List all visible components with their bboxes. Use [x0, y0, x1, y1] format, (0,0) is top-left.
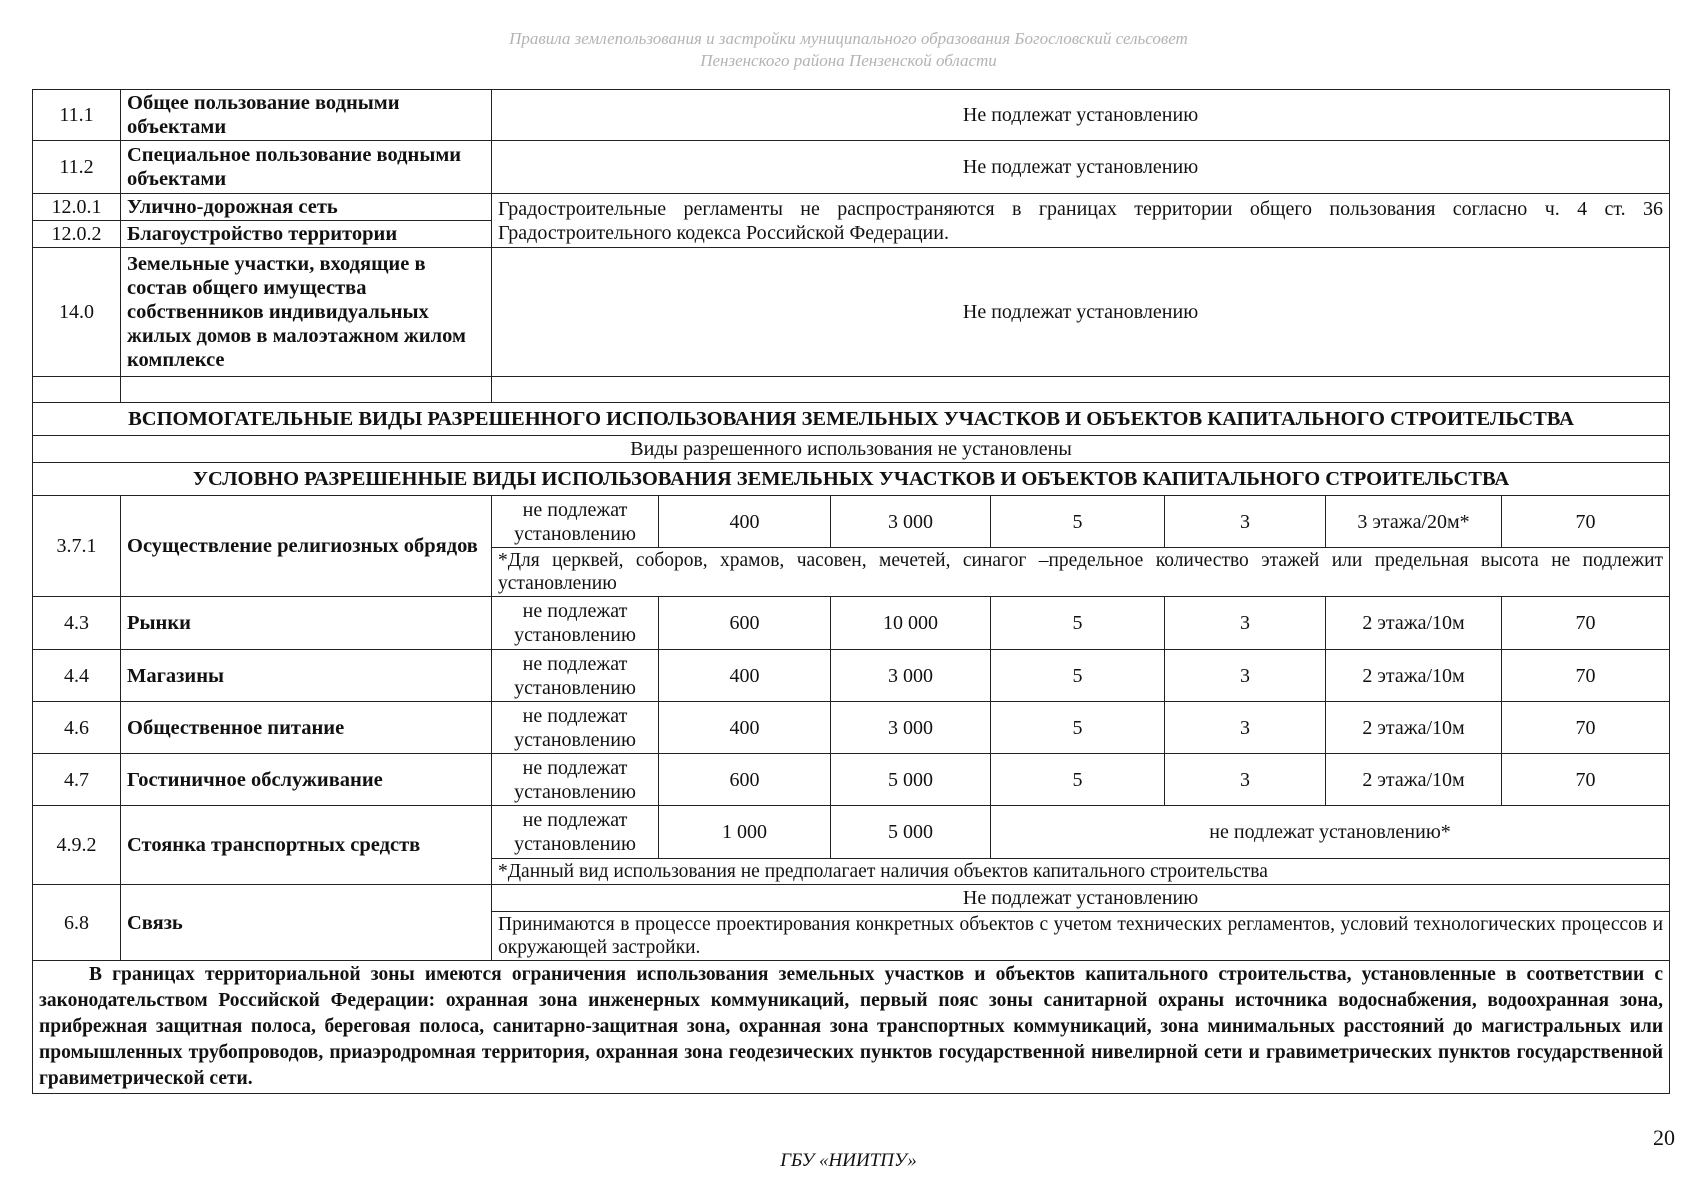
row-code: 12.0.1 — [33, 194, 121, 221]
restrictions-text: В границах территориальной зоны имеются ограничения использования земельных участков и объектов капитального строительства, установленные в соответствии с законодательством Российской Федерации: охранная зона инженерных коммуникаций, первый пояс зоны санитарной охраны источника водоснабжения, водоохранная зона, прибрежная защитная полоса, береговая полоса, санитарно-защитная зона, охранная зона транспортных коммуникаций, зона минимальных расстояний до магистральных или промышленных трубопроводов, приаэродромная территория, охранная зона геодезических пунктов государственной нивелирной сети и гравиметрических пунктов государственной гравиметрической сети. — [33, 961, 1670, 1094]
row-code: 4.9.2 — [33, 806, 121, 885]
running-header — [0, 28, 1697, 72]
table-row — [33, 885, 1670, 912]
front-setback-cell: 5 — [991, 496, 1165, 548]
min-area-cell: 600 — [659, 754, 831, 806]
min-width-cell: не подлежат установлению — [492, 754, 659, 806]
row-value: Градостроительные регламенты не распространяются в границах территории общего пользования согласно ч. 4 ст. 36 Градостроительного кодекса Российской Федерации. — [492, 194, 1670, 248]
row-name: Общественное питание — [121, 702, 492, 754]
row-value: Не подлежат установлению — [492, 141, 1670, 194]
front-setback-cell: 5 — [991, 702, 1165, 754]
table-row — [33, 754, 1670, 806]
table-row — [33, 597, 1670, 650]
row-name: Специальное пользование водными объектами — [121, 141, 492, 194]
remaining-params-cell: не подлежат установлению* — [991, 806, 1670, 859]
height-cell: 3 этажа/20м* — [1326, 496, 1502, 548]
max-area-cell: 10 000 — [831, 597, 991, 650]
header-line-1: Правила землепользования и застройки муниципального образования Богословский сельсовет — [509, 29, 1188, 48]
height-cell: 2 этажа/10м — [1326, 754, 1502, 806]
min-width-cell: не подлежат установлению — [492, 650, 659, 702]
coverage-cell: 70 — [1502, 597, 1670, 650]
table-row — [33, 90, 1670, 141]
coverage-cell: 70 — [1502, 650, 1670, 702]
min-area-cell: 1 000 — [659, 806, 831, 859]
max-area-cell: 5 000 — [831, 754, 991, 806]
side-setback-cell: 3 — [1165, 496, 1326, 548]
height-cell: 2 этажа/10м — [1326, 597, 1502, 650]
row-code: 4.4 — [33, 650, 121, 702]
row-code: 12.0.2 — [33, 221, 121, 248]
row-code: 6.8 — [33, 885, 121, 961]
side-setback-cell: 3 — [1165, 754, 1326, 806]
row-code: 3.7.1 — [33, 496, 121, 597]
row-name: Благоустройство территории — [121, 221, 492, 248]
max-area-cell: 3 000 — [831, 496, 991, 548]
height-cell: 2 этажа/10м — [1326, 702, 1502, 754]
row-name: Улично-дорожная сеть — [121, 194, 492, 221]
row-name: Рынки — [121, 597, 492, 650]
min-area-cell: 600 — [659, 597, 831, 650]
row-code: 4.6 — [33, 702, 121, 754]
max-area-cell: 3 000 — [831, 650, 991, 702]
front-setback-cell: 5 — [991, 597, 1165, 650]
row-name: Гостиничное обслуживание — [121, 754, 492, 806]
min-area-cell: 400 — [659, 496, 831, 548]
row-name: Магазины — [121, 650, 492, 702]
header-line-2: Пензенского района Пензенской области — [700, 51, 997, 70]
row-name: Стоянка транспортных средств — [121, 806, 492, 885]
side-setback-cell: 3 — [1165, 702, 1326, 754]
coverage-cell: 70 — [1502, 702, 1670, 754]
row-note: *Для церквей, соборов, храмов, часовен, мечетей, синагог –предельное количество этажей или предельная высота не подлежит установлению — [492, 548, 1670, 597]
front-setback-cell: 5 — [991, 650, 1165, 702]
height-cell: 2 этажа/10м — [1326, 650, 1502, 702]
table-row — [33, 248, 1670, 377]
auxiliary-uses-heading: ВСПОМОГАТЕЛЬНЫЕ ВИДЫ РАЗРЕШЕННОГО ИСПОЛЬЗОВАНИЯ ЗЕМЕЛЬНЫХ УЧАСТКОВ И ОБЪЕКТОВ КАПИТАЛЬНОГО СТРОИТЕЛЬСТВА — [33, 403, 1670, 436]
min-width-cell: не подлежат установлению — [492, 597, 659, 650]
min-area-cell: 400 — [659, 702, 831, 754]
min-width-cell: не подлежат установлению — [492, 806, 659, 859]
page-number: 20 — [1653, 1125, 1675, 1150]
row-code: 11.2 — [33, 141, 121, 194]
conditional-uses-heading: УСЛОВНО РАЗРЕШЕННЫЕ ВИДЫ ИСПОЛЬЗОВАНИЯ ЗЕМЕЛЬНЫХ УЧАСТКОВ И ОБЪЕКТОВ КАПИТАЛЬНОГО СТРОИТЕЛЬСТВА — [33, 463, 1670, 496]
min-width-cell: не подлежат установлению — [492, 702, 659, 754]
row-name: Осуществление религиозных обрядов — [121, 496, 492, 597]
table-row — [33, 650, 1670, 702]
row-note: Принимаются в процессе проектирования конкретных объектов с учетом технических регламентов, условий технологических процессов и окружающей застройки. — [492, 912, 1670, 961]
coverage-cell: 70 — [1502, 754, 1670, 806]
table-row — [33, 194, 1670, 221]
row-code: 11.1 — [33, 90, 121, 141]
row-name: Земельные участки, входящие в состав общего имущества собственников индивидуальных жилых домов в малоэтажном жилом комплексе — [121, 248, 492, 377]
row-name: Общее пользование водными объектами — [121, 90, 492, 141]
footer-organization: ГБУ «НИИТПУ» — [780, 1150, 917, 1171]
side-setback-cell: 3 — [1165, 650, 1326, 702]
min-area-cell: 400 — [659, 650, 831, 702]
table-row — [33, 496, 1670, 548]
min-width-cell: не подлежат установлению — [492, 496, 659, 548]
empty-row — [33, 377, 1670, 403]
section-heading-row — [33, 403, 1670, 436]
row-code: 4.7 — [33, 754, 121, 806]
table-row — [33, 436, 1670, 463]
regulations-table — [32, 89, 1670, 1094]
coverage-cell: 70 — [1502, 496, 1670, 548]
row-value: Не подлежат установлению — [492, 248, 1670, 377]
row-name: Связь — [121, 885, 492, 961]
auxiliary-uses-text: Виды разрешенного использования не установлены — [33, 436, 1670, 463]
row-code: 4.3 — [33, 597, 121, 650]
max-area-cell: 5 000 — [831, 806, 991, 859]
section-heading-row — [33, 463, 1670, 496]
row-note: *Данный вид использования не предполагает наличия объектов капитального строительства — [492, 859, 1670, 885]
side-setback-cell: 3 — [1165, 597, 1326, 650]
max-area-cell: 3 000 — [831, 702, 991, 754]
table-row — [33, 141, 1670, 194]
row-code: 14.0 — [33, 248, 121, 377]
restrictions-row — [33, 961, 1670, 1094]
table-row — [33, 702, 1670, 754]
row-value: Не подлежат установлению — [492, 885, 1670, 912]
row-value: Не подлежат установлению — [492, 90, 1670, 141]
front-setback-cell: 5 — [991, 754, 1165, 806]
table-row — [33, 806, 1670, 859]
